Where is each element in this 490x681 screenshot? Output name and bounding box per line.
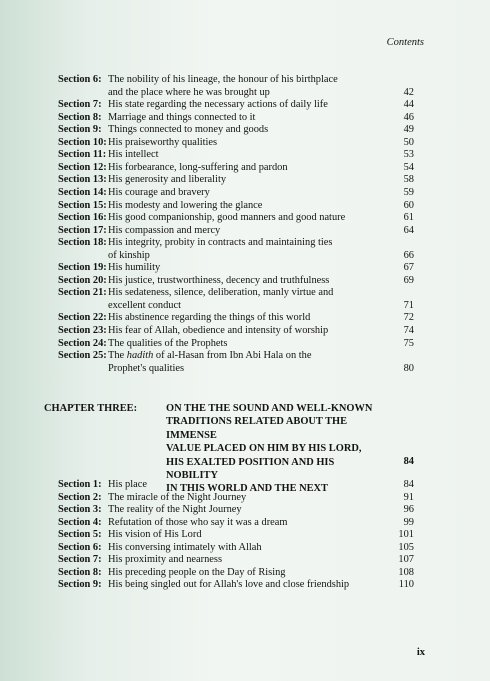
section-title bbox=[108, 350, 384, 362]
section-page: 96 bbox=[403, 504, 414, 516]
section-label: Section 21: bbox=[58, 287, 107, 299]
section-page: 64 bbox=[403, 224, 414, 236]
section-label: Section 6: bbox=[58, 74, 102, 85]
section-page: 59 bbox=[403, 186, 414, 198]
title-text: The bbox=[108, 350, 127, 362]
section-page: 99 bbox=[403, 516, 414, 528]
section-title: Things connected to money and goods bbox=[108, 124, 269, 136]
section-page: 72 bbox=[403, 312, 414, 324]
chapter-title: ON THE THE SOUND AND WELL-KNOWN TRADITIONS RELATED ABOUT THE IMMENSE VALUE PLACED ON HIM BY HIS LORD, HIS EXALTED POSITION AND HIS NOBILITY IN THIS WORLD AND THE NEXT bbox=[166, 403, 373, 495]
section-title: His being singled out for Allah's love and close friendship bbox=[108, 579, 350, 591]
chapter-label: CHAPTER THREE: bbox=[44, 403, 138, 414]
section-label: Section 8: bbox=[58, 111, 102, 123]
section-page: 101 bbox=[398, 529, 414, 541]
section-label: Section 24: bbox=[58, 337, 107, 349]
section-label: Section 16: bbox=[58, 212, 107, 224]
section-label: Section 25: bbox=[58, 350, 107, 362]
section-title: The miracle of the Night Journey bbox=[108, 491, 247, 503]
section-label: Section 4: bbox=[58, 516, 102, 528]
section-title: His fear of Allah, obedience and intensity of worship bbox=[108, 325, 329, 336]
section-title: His humility bbox=[108, 262, 161, 274]
section-page: 71 bbox=[403, 299, 414, 311]
section-title: His forbearance, long-suffering and pardon bbox=[108, 161, 288, 173]
section-label: Section 2: bbox=[58, 491, 102, 503]
title-text: of al-Hasan from Ibn Abi Hala on the bbox=[153, 350, 312, 362]
section-page: 58 bbox=[403, 174, 414, 186]
section-title: His intellect bbox=[108, 149, 159, 161]
section-label: Section 14: bbox=[58, 186, 107, 198]
section-page: 44 bbox=[403, 99, 414, 111]
section-label: Section 13: bbox=[58, 174, 107, 186]
section-label: Section 6: bbox=[58, 541, 102, 553]
section-label: Section 23: bbox=[58, 325, 107, 336]
section-title: His preceding people on the Day of Rising bbox=[108, 566, 286, 578]
section-title: Refutation of those who say it was a dream bbox=[108, 516, 288, 528]
section-page: 75 bbox=[403, 337, 414, 349]
section-title: His praiseworthy qualities bbox=[108, 136, 218, 148]
section-title: His place bbox=[108, 479, 147, 490]
section-page: 107 bbox=[398, 554, 414, 566]
section-title: His courage and bravery bbox=[108, 186, 210, 198]
section-title: Marriage and things connected to it bbox=[108, 111, 256, 123]
section-label: Section 22: bbox=[58, 312, 107, 324]
section-title: His conversing intimately with Allah bbox=[108, 541, 262, 553]
section-title: His state regarding the necessary actions of daily life bbox=[108, 99, 328, 111]
section-title: His modesty and lowering the glance bbox=[108, 199, 263, 211]
title-emphasis: hadith bbox=[126, 350, 154, 362]
section-label: Section 8: bbox=[58, 566, 102, 578]
section-title: The reality of the Night Journey bbox=[108, 504, 242, 516]
section-label: Section 18: bbox=[58, 237, 107, 249]
section-page: 108 bbox=[398, 566, 414, 578]
section-page: 61 bbox=[403, 212, 414, 224]
chapter-page: 84 bbox=[403, 456, 414, 467]
section-label: Section 15: bbox=[58, 199, 107, 211]
section-title: The qualities of the Prophets bbox=[108, 337, 228, 349]
section-title: His compassion and mercy bbox=[108, 224, 221, 236]
section-label: Section 9: bbox=[58, 124, 102, 136]
section-title: His vision of His Lord bbox=[108, 529, 202, 541]
section-page: 60 bbox=[403, 199, 414, 211]
section-title: The nobility of his lineage, the honour of his birthplace bbox=[108, 74, 338, 85]
section-title: His good companionship, good manners and good nature bbox=[108, 212, 346, 224]
section-page: 110 bbox=[398, 579, 414, 591]
section-page: 49 bbox=[403, 124, 414, 136]
section-label: Section 7: bbox=[58, 99, 102, 111]
section-title: His integrity, probity in contracts and maintaining ties bbox=[108, 237, 333, 249]
section-title: His justice, trustworthiness, decency and truthfulness bbox=[108, 274, 330, 286]
section-title-continued: and the place where he was brought up bbox=[108, 86, 270, 98]
section-page: 53 bbox=[403, 149, 414, 161]
section-page: 80 bbox=[403, 362, 414, 374]
section-label: Section 20: bbox=[58, 274, 107, 286]
section-label: Section 5: bbox=[58, 529, 102, 541]
section-label: Section 7: bbox=[58, 554, 102, 566]
section-label: Section 19: bbox=[58, 262, 107, 274]
section-title-continued: Prophet's qualities bbox=[108, 362, 185, 374]
section-page: 67 bbox=[403, 262, 414, 274]
page-number: ix bbox=[416, 647, 425, 658]
section-label: Section 3: bbox=[58, 504, 102, 516]
section-page: 69 bbox=[403, 274, 414, 286]
section-page: 105 bbox=[398, 541, 414, 553]
section-page: 42 bbox=[403, 86, 414, 98]
section-page: 50 bbox=[403, 136, 414, 148]
section-page: 91 bbox=[403, 491, 414, 503]
section-title: His proximity and nearness bbox=[108, 554, 222, 566]
section-page: 84 bbox=[403, 479, 414, 490]
section-title-continued: excellent conduct bbox=[108, 299, 181, 311]
section-page: 46 bbox=[403, 111, 414, 123]
section-title-continued: of kinship bbox=[108, 249, 150, 261]
section-label: Section 17: bbox=[58, 224, 107, 236]
section-page: 74 bbox=[403, 325, 414, 336]
section-title: His sedateness, silence, deliberation, manly virtue and bbox=[108, 287, 334, 299]
section-title: His abstinence regarding the things of this world bbox=[108, 312, 311, 324]
section-page: 66 bbox=[403, 249, 414, 261]
section-label: Section 10: bbox=[58, 136, 107, 148]
section-label: Section 1: bbox=[58, 479, 102, 490]
section-title: His generosity and liberality bbox=[108, 174, 227, 186]
section-label: Section 11: bbox=[58, 149, 107, 161]
section-page: 54 bbox=[403, 161, 414, 173]
section-label: Section 12: bbox=[58, 161, 107, 173]
section-label: Section 9: bbox=[58, 579, 102, 591]
running-header: Contents bbox=[386, 37, 424, 48]
